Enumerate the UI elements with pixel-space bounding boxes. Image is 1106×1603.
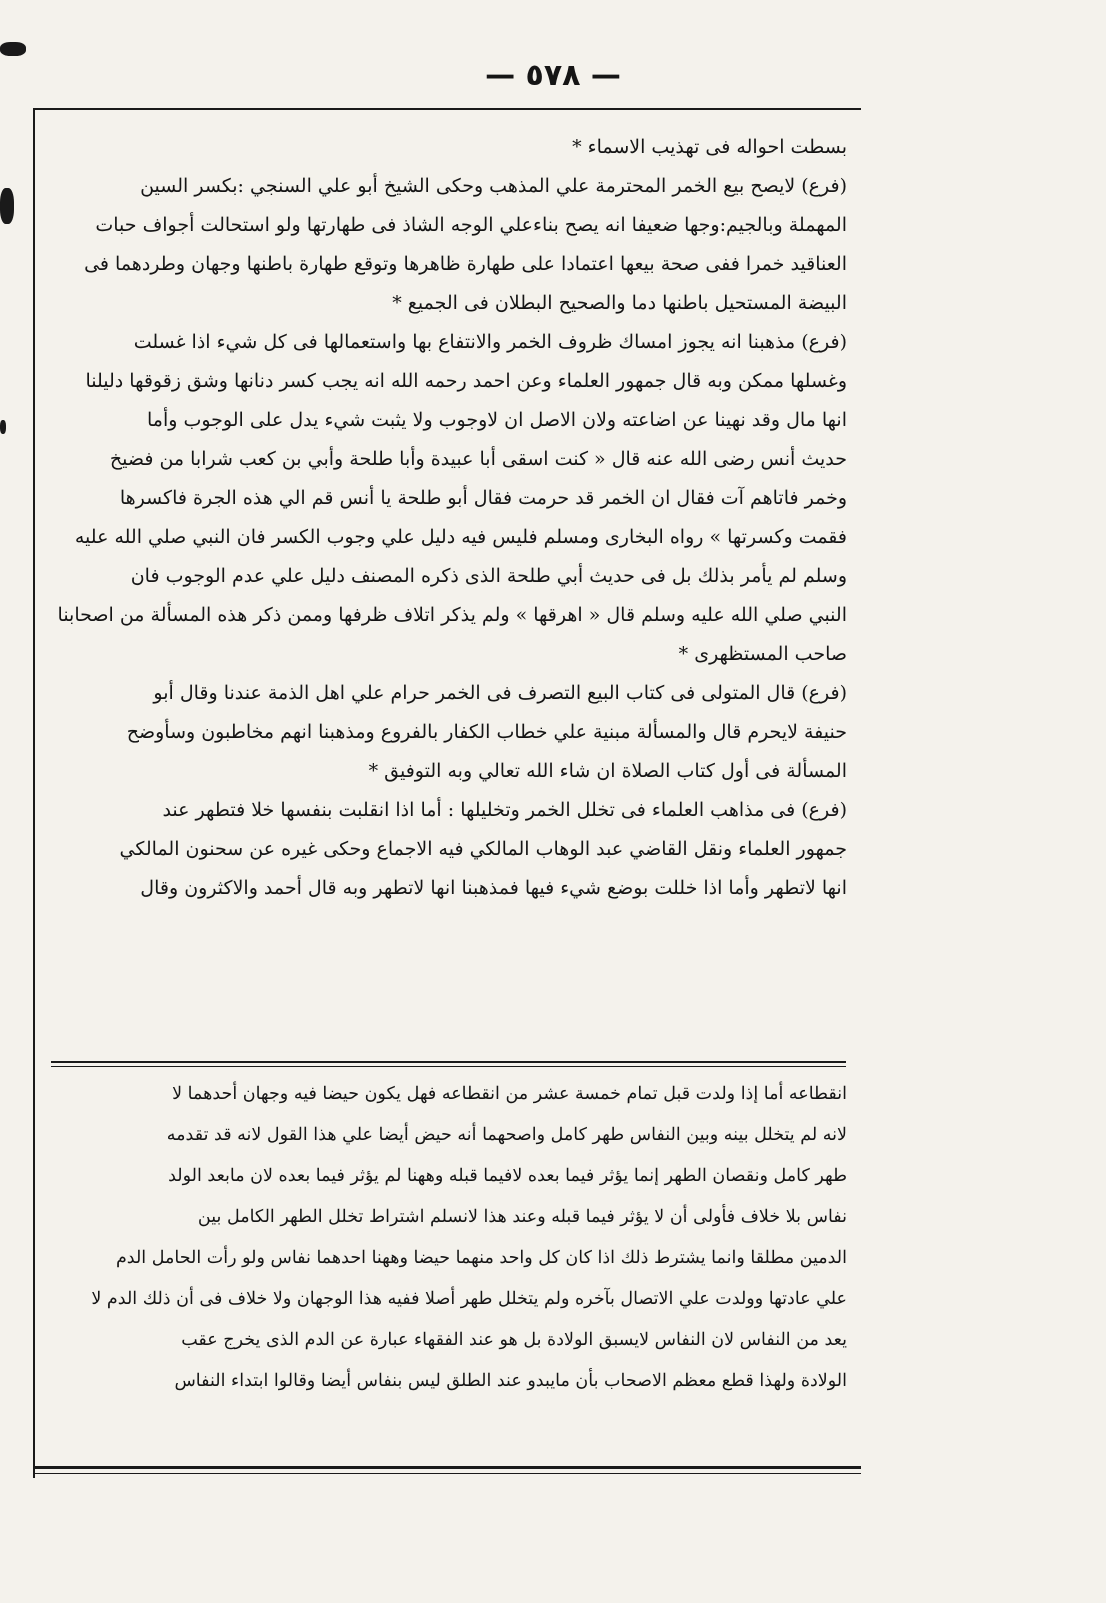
main-line: انها مال وقد نهينا عن اضاعته ولان الاصل ان لاوجوب ولا يثبت شيء يدل على الوجوب وأما: [147, 409, 847, 431]
footnote-line: علي عادتها وولدت علي الاتصال بآخره ولم يتخلل طهر أصلا ففيه هذا الوجهان ولا خلاف فى أن ذلك الدم لا: [91, 1289, 847, 1309]
main-text: [55, 128, 847, 908]
scan-mark-lower: [0, 420, 6, 434]
main-line: بسطت احواله فى تهذيب الاسماء *: [572, 136, 847, 158]
main-line: البيضة المستحيل باطنها دما والصحيح البطلان فى الجميع *: [392, 292, 847, 314]
main-line: جمهور العلماء ونقل القاضي عبد الوهاب المالكي فيه الاجماع وحكى غيره عن سحنون المالكي: [119, 838, 847, 860]
left-rule: [33, 108, 35, 1478]
main-line: (فرع) فى مذاهب العلماء فى تخلل الخمر وتخليلها : أما اذا انقلبت بنفسها خلا فتطهر عند: [162, 799, 847, 821]
bottom-rule: [33, 1466, 861, 1469]
main-line: فقمت وكسرتها » رواه البخارى ومسلم فليس فيه دليل علي وجوب الكسر فان النبي صلي الله عليه: [74, 526, 847, 548]
scan-mark-top: [0, 42, 26, 56]
main-line: صاحب المستظهرى *: [678, 643, 847, 665]
footnote-line: يعد من النفاس لان النفاس لايسبق الولادة بل هو عند الفقهاء عبارة عن الدم الذى يخرج عقب: [181, 1330, 847, 1350]
footnote-line: طهر كامل ونقصان الطهر إنما يؤثر فيما بعده لافيما قبله وههنا لم يؤثر فيما بعده لان مابعد الولد: [168, 1166, 847, 1186]
main-line: (فرع) لايصح بيع الخمر المحترمة علي المذهب وحكى الشيخ أبو علي السنجي :بكسر السين: [140, 175, 847, 197]
footnote-line: انقطاعه أما إذا ولدت قبل تمام خمسة عشر من انقطاعه فهل يكون حيضا فيه وجهان أحدهما لا: [172, 1084, 847, 1104]
main-line: وغسلها ممكن وبه قال جمهور العلماء وعن احمد رحمه الله انه يجب كسر دنانها وشق زقوقها دليلنا: [85, 370, 847, 392]
main-line: النبي صلي الله عليه وسلم قال « اهرقها » ولم يذكر اتلاف ظرفها وممن ذكر هذه المسألة من اصحابنا: [57, 604, 847, 626]
main-line: العناقيد خمرا ففى صحة بيعها اعتمادا على طهارة ظاهرها وتوقع طهارة باطنها وجهان وطردهما فى: [84, 253, 847, 275]
main-line: حنيفة لايحرم قال والمسألة مبنية علي خطاب الكفار بالفروع ومذهبنا انهم مخاطبون وسأوضح: [126, 721, 847, 743]
footnote-separator: [51, 1061, 846, 1067]
footnote-line: نفاس بلا خلاف فأولى أن لا يؤثر فيما قبله وعند هذا لانسلم اشتراط تخلل الطهر الكامل بين: [197, 1207, 847, 1227]
footnote-text: [55, 1074, 847, 1402]
main-line: وسلم لم يأمر بذلك بل فى حديث أبي طلحة الذى ذكره المصنف دليل علي عدم الوجوب فان: [130, 565, 847, 587]
footnote-line: لانه لم يتخلل بينه وبين النفاس طهر كامل واصحهما أنه حيض أيضا علي هذا القول لانه قد تقدمه: [166, 1125, 847, 1145]
main-line: وخمر فاتاهم آت فقال ان الخمر قد حرمت فقال أبو طلحة يا أنس قم الي هذه الجرة فاكسرها: [119, 487, 847, 509]
page-number: — ٥٧٨ —: [485, 58, 621, 93]
main-line: (فرع) قال المتولى فى كتاب البيع التصرف فى الخمر حرام علي اهل الذمة عندنا وقال أبو: [153, 682, 847, 704]
top-rule: [33, 108, 861, 110]
main-line: حديث أنس رضى الله عنه قال « كنت اسقى أبا عبيدة وأبا طلحة وأبي بن كعب شرابا من فضيخ: [109, 448, 847, 470]
main-line: المسألة فى أول كتاب الصلاة ان شاء الله تعالي وبه التوفيق *: [368, 760, 847, 782]
text-frame: [33, 108, 861, 1478]
main-line: (فرع) مذهبنا انه يجوز امساك ظروف الخمر والانتفاع بها واستعمالها فى كل شيء اذا غسلت: [133, 331, 847, 353]
footnote-line: الدمين مطلقا وانما يشترط ذلك اذا كان كل واحد منهما حيضا وههنا احدهما نفاس ولو رأت الحامل الدم: [115, 1248, 847, 1268]
footnote-line: الولادة ولهذا قطع معظم الاصحاب بأن مايبدو عند الطلق ليس بنفاس أيضا وقالوا ابتداء النفاس: [174, 1371, 847, 1391]
main-line: المهملة وبالجيم:وجها ضعيفا انه يصح بناءعلي الوجه الشاذ فى طهارتها ولو استحالت أجواف حبات: [95, 214, 847, 236]
main-line: انها لاتطهر وأما اذا خللت بوضع شيء فيها فمذهبنا انها لاتطهر وبه قال أحمد والاكثرون وقال: [140, 877, 847, 899]
bottom-rule-thin: [33, 1473, 861, 1474]
scan-mark-middle: [0, 188, 14, 224]
